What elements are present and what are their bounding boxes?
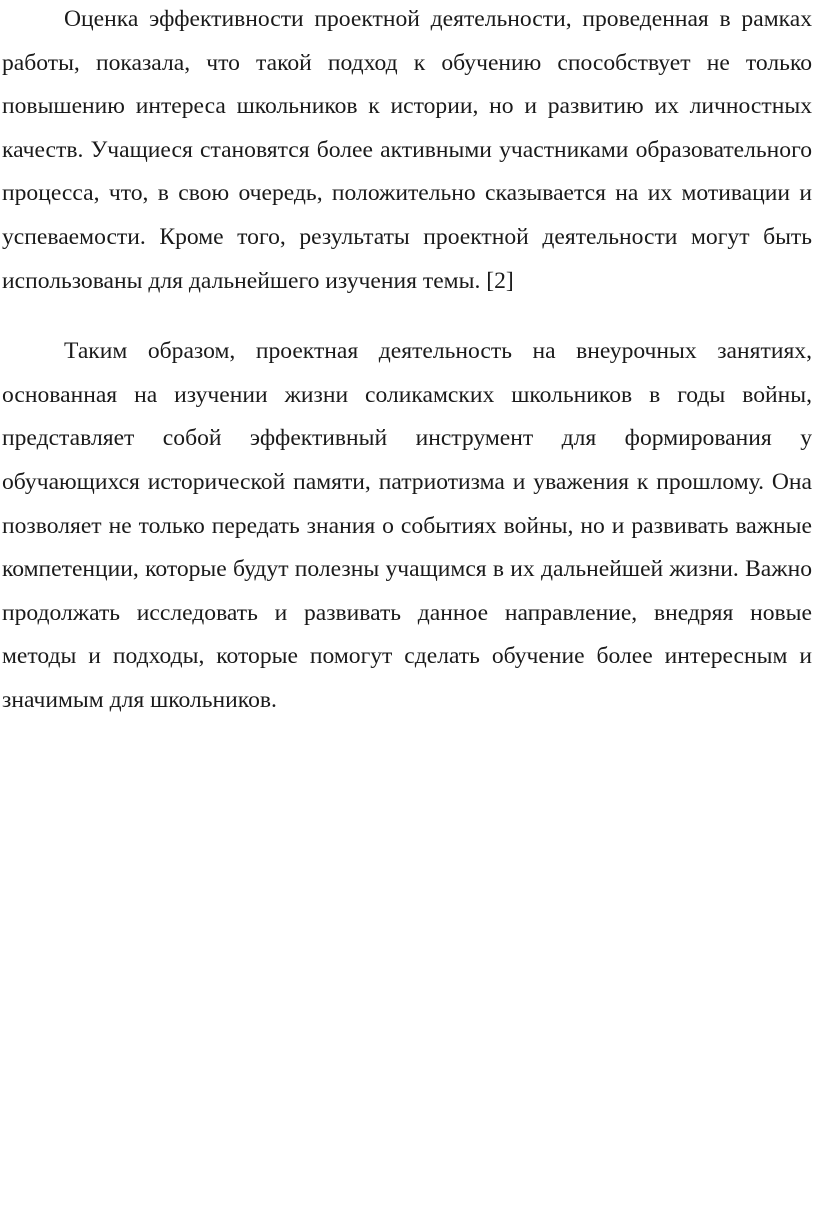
paragraph-project-evaluation: Оценка эффективности проектной деятельности, проведенная в рамках работы, показала, что такой подход к обучению способствует не только повышению интереса школьников к истории, но и развитию их личностных качеств. Учащиеся становятся более активными участниками образовательного процесса, что, в свою очередь, положительно сказывается на их мотивации и успеваемости. Кроме того, результаты проектной деятельности могут быть использованы для дальнейшего изучения темы. [2] (2, 6, 812, 294)
paragraph-conclusion: Таким образом, проектная деятельность на внеурочных занятиях, основанная на изучении жизни соликамских школьников в годы войны, представляет собой эффективный инструмент для формирования у обучающихся исторической памяти, патриотизма и уважения к прошлому. Она позволяет не только передать знания о событиях войны, но и развивать важные компетенции, которые будут полезны учащимся в их дальнейшей жизни. Важно продолжать исследовать и развивать данное направление, внедряя новые методы и подходы, которые помогут сделать обучение более интересным и значимым для школьников. (2, 338, 812, 713)
document-body (2, 0, 812, 723)
